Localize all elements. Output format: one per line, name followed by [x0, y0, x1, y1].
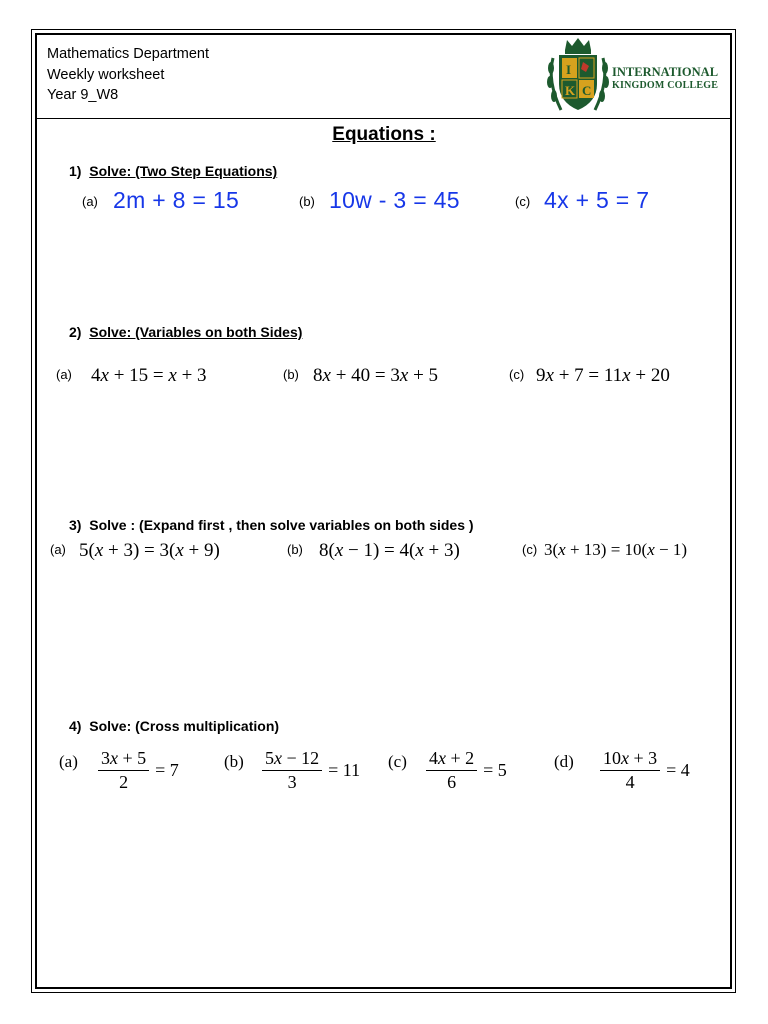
equation: 4x + 5 = 7: [544, 187, 650, 213]
shield-letter-k: K: [565, 83, 576, 98]
problem-label: (b): [224, 752, 244, 771]
denominator: 3: [287, 772, 297, 792]
equation: 10w - 3 = 45: [329, 187, 460, 213]
worksheet-header: [47, 44, 209, 106]
problem-label: (d): [554, 752, 574, 771]
fraction-equation: [98, 747, 179, 794]
section-title: Solve : (Expand first , then solve variables on both sides ): [89, 517, 474, 533]
problem-label: (c): [515, 194, 531, 209]
fraction-equation: [262, 747, 360, 794]
department-label: Mathematics Department: [47, 46, 209, 62]
section-number: 3): [69, 517, 82, 533]
right-hand-side: = 5: [483, 760, 507, 780]
college-name: [612, 65, 718, 93]
section-3-heading: [69, 517, 474, 533]
denominator: 2: [119, 772, 129, 792]
section-number: 2): [69, 324, 82, 340]
problem-label: (a): [56, 367, 72, 382]
section-number: 4): [69, 718, 82, 734]
shield-letter-c: C: [582, 83, 592, 98]
equation: 5(x + 3) = 3(x + 9): [79, 540, 220, 561]
problem-label: (a): [50, 542, 66, 557]
section-title: Solve: (Two Step Equations): [89, 163, 278, 179]
numerator: 3x + 5: [98, 747, 149, 771]
equation: 4x + 15 = x + 3: [91, 365, 207, 386]
numerator: 10x + 3: [600, 747, 660, 771]
fraction-equation: [426, 747, 507, 794]
numerator: 4x + 2: [426, 747, 477, 771]
right-hand-side: = 7: [155, 760, 179, 780]
numerator: 5x − 12: [262, 747, 322, 771]
denominator: 6: [447, 772, 457, 792]
problem-label: (c): [522, 542, 538, 557]
denominator: 4: [625, 772, 635, 792]
problem-label: (b): [287, 542, 303, 557]
fraction-equation: [600, 747, 690, 794]
section-number: 1): [69, 163, 82, 179]
equation: 3(x + 13) = 10(x − 1): [544, 540, 688, 559]
section-4-heading: [69, 718, 279, 734]
problem-label: (c): [388, 752, 407, 771]
problem-label: (c): [509, 367, 525, 382]
section-title: Solve: (Cross multiplication): [89, 718, 280, 734]
shield-letter-i: I: [566, 62, 572, 77]
section-2-heading: [69, 324, 302, 340]
problem-label: (a): [59, 752, 78, 771]
equation: 8(x − 1) = 4(x + 3): [319, 540, 460, 561]
right-hand-side: = 4: [666, 760, 690, 780]
problem-label: (b): [299, 194, 315, 209]
worksheet-type-label: Weekly worksheet: [47, 66, 165, 83]
problem-label: (b): [283, 367, 299, 382]
crowned-shield-laurel-icon: [547, 38, 609, 110]
page-title: Equations :: [332, 124, 436, 145]
header-divider: [35, 118, 732, 119]
right-hand-side: = 11: [328, 760, 361, 780]
equation: 8x + 40 = 3x + 5: [313, 365, 439, 386]
college-name-line2: KINGDOM COLLEGE: [612, 80, 719, 91]
college-name-line1: INTERNATIONAL: [612, 65, 719, 79]
year-week-label: Year 9_W8: [47, 87, 119, 103]
problem-label: (a): [82, 194, 98, 209]
section-title: Solve: (Variables on both Sides): [89, 324, 303, 340]
section-1-heading: [69, 163, 277, 179]
equation: 2m + 8 = 15: [113, 187, 240, 213]
equation: 9x + 7 = 11x + 20: [536, 365, 670, 386]
